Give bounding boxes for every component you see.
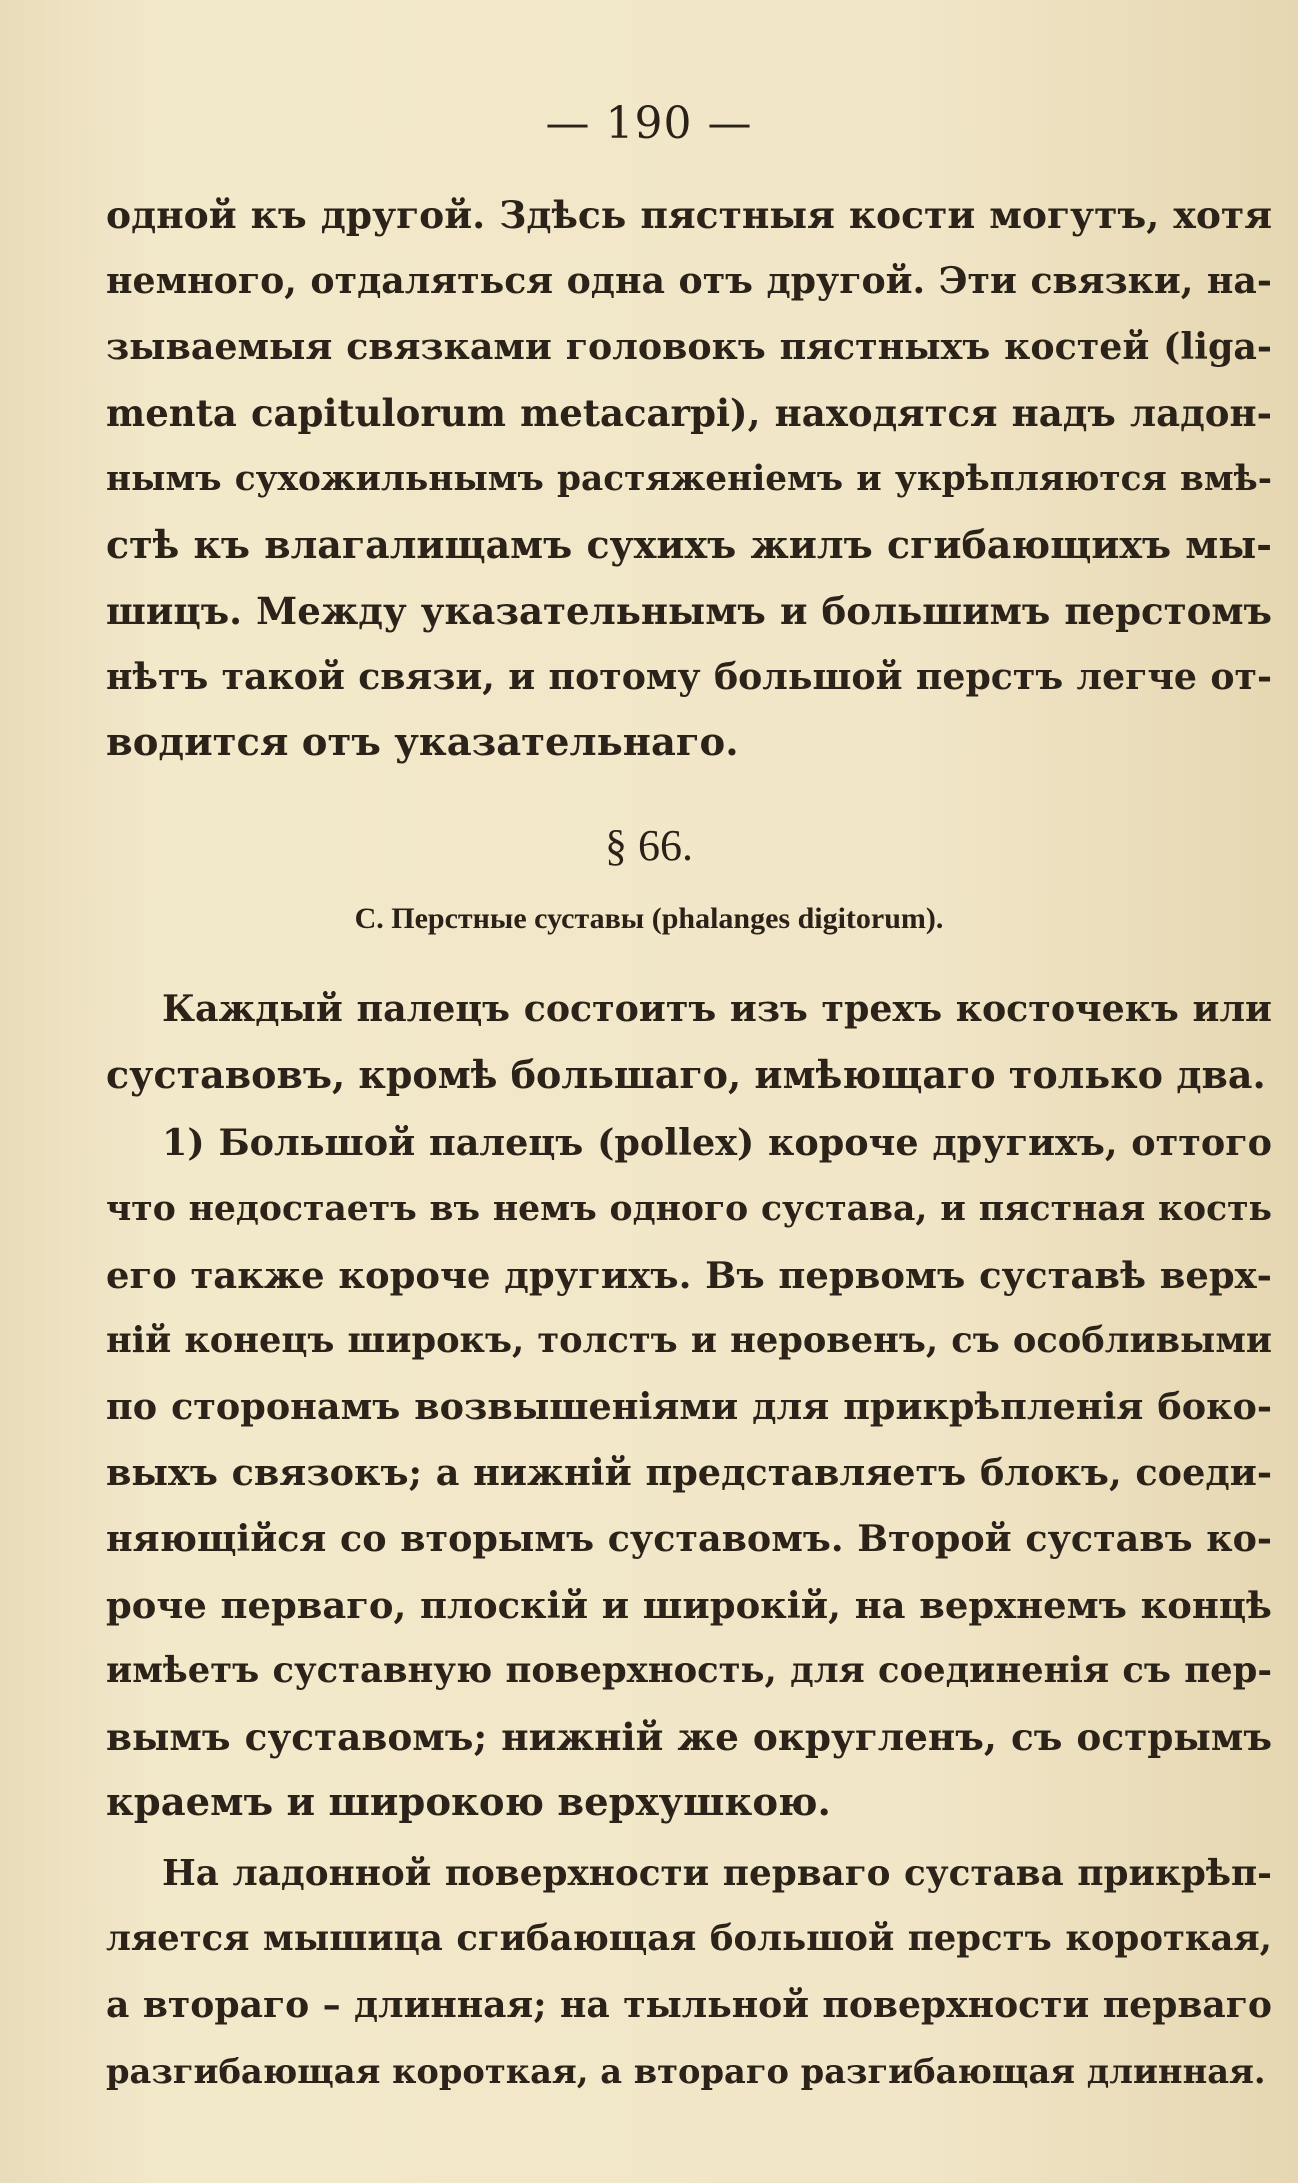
text-line: шицъ. Между указательнымъ и большимъ перстомъ (106, 589, 1272, 633)
text-line: его также короче другихъ. Въ первомъ суставѣ верх- (106, 1253, 1272, 1297)
text-line: ляется мышица сгибающая большой перстъ короткая, (106, 1918, 1272, 1959)
text-line: выхъ связокъ; а нижнiй представляетъ блокъ, соеди- (106, 1451, 1272, 1494)
text-line: а втораго – длинная; на тыльной поверхности перваго (106, 1983, 1272, 2026)
text-line: суставовъ, кромѣ большаго, имѣющаго только два. (106, 1052, 1266, 1097)
page-number: — 190 — (545, 98, 753, 149)
text-line: Каждый палецъ состоитъ изъ трехъ косточекъ или (162, 987, 1272, 1030)
paragraph-muscles (106, 1840, 1272, 2104)
text-line: нымъ сухожильнымъ растяженiемъ и укрѣпляются вмѣ- (106, 459, 1272, 499)
text-line: роче перваго, плоскiй и широкiй, на верхнемъ концѣ (106, 1583, 1272, 1627)
text-line: краемъ и широкою верхушкою. (106, 1780, 831, 1825)
paragraph-each-finger (106, 976, 1272, 1108)
text-line: нiй конецъ широкъ, толстъ и неровенъ, съ особливыми (106, 1320, 1272, 1361)
text-line: одной къ другой. Здѣсь пястныя кости могутъ, хотя (106, 193, 1272, 237)
text-line: menta capitulorum metacarpi), находятся надъ ладон- (106, 391, 1272, 435)
text-line: нѣтъ такой связи, и потому большой перстъ легче от- (106, 655, 1272, 698)
text-line: стѣ къ влагалищамъ сухихъ жилъ сгибающихъ мы- (106, 522, 1272, 567)
section-subtitle: С. Перстные суставы (phalanges digitorum). (354, 902, 944, 935)
text-line: На ладонной поверхности перваго сустава прикрѣп- (162, 1852, 1272, 1894)
paragraph-thumb (106, 1110, 1272, 1836)
text-line: что недостаетъ въ немъ одного сустава, и пястная кость (106, 1189, 1272, 1229)
text-line: 1) Большой палецъ (pollex) короче другихъ, оттого (162, 1121, 1272, 1164)
text-line: немного, отдаляться одна отъ другой. Эти связки, на- (106, 259, 1272, 302)
text-line: разгибающая короткая, а втораго разгибающая длинная. (106, 2051, 1266, 2091)
section-number: § 66. (605, 821, 693, 870)
text-line: зываемыя связками головокъ пястныхъ костей (liga- (106, 325, 1272, 368)
text-line: по сторонамъ возвышенiями для прикрѣпленiя боко- (106, 1385, 1272, 1428)
paragraph-continued (106, 182, 1272, 776)
text-line: имѣетъ суставную поверхность, для соединенiя съ пер- (106, 1650, 1272, 1691)
text-line: няющiйся со вторымъ суставомъ. Второй суставъ ко- (106, 1517, 1272, 1560)
text-line: вымъ суставомъ; нижнiй же округленъ, съ острымъ (106, 1715, 1272, 1759)
text-line: водится отъ указательнаго. (106, 720, 739, 765)
